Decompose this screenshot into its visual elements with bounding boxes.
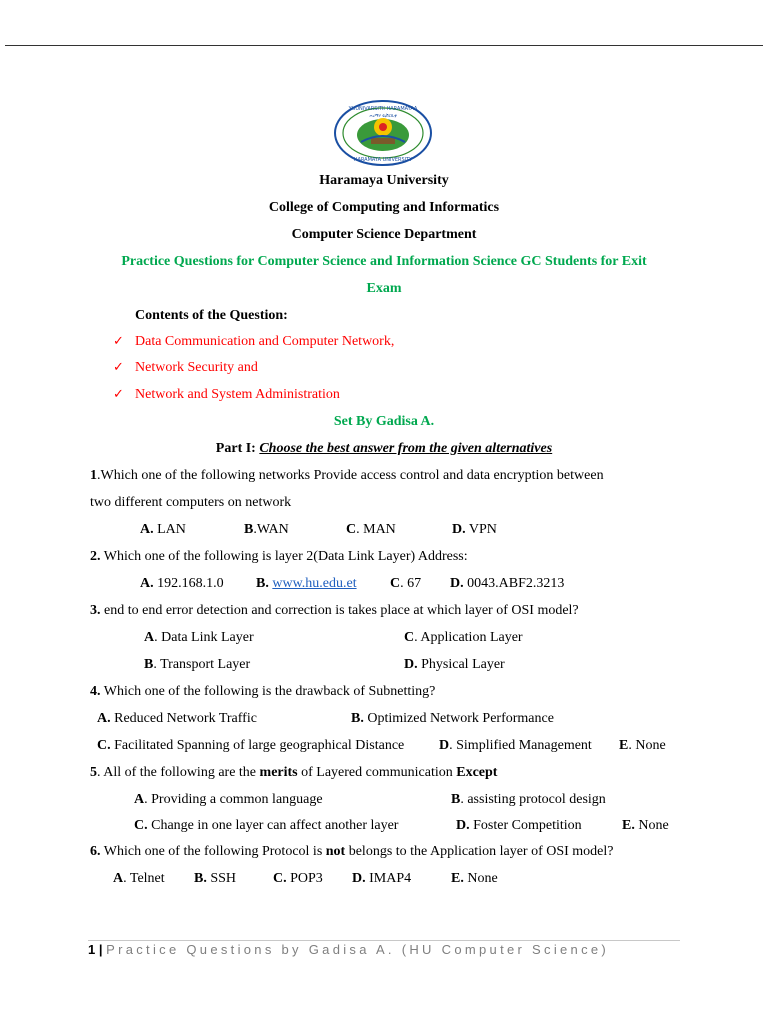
option-e[interactable]: E. None xyxy=(451,871,498,886)
option-b[interactable]: B. assisting protocol design xyxy=(451,792,606,807)
option-d[interactable]: D. VPN xyxy=(452,522,497,537)
option-b[interactable]: B. SSH xyxy=(194,871,237,886)
contents-heading: Contents of the Question: xyxy=(135,308,288,323)
option-b[interactable]: B. Transport Layer xyxy=(144,657,251,672)
checkmark-icon: ✓ xyxy=(113,360,124,375)
option-c[interactable]: C. MAN xyxy=(346,522,396,537)
option-d[interactable]: D. Simplified Management xyxy=(439,738,592,753)
question-2 xyxy=(90,548,468,566)
option-d[interactable]: D. 0043.ABF2.3213 xyxy=(450,576,565,591)
question-number: 1 xyxy=(90,468,97,483)
document-title-line2: Exam xyxy=(366,281,402,296)
part-label: Part I: xyxy=(215,441,256,456)
logo-amharic-text: ሐረማያ ዩኒቨርሲቲ xyxy=(369,113,397,118)
question-text: end to end error detection and correction is takes place at which layer of OSI model? xyxy=(100,603,579,618)
option-c[interactable]: C. Application Layer xyxy=(404,630,523,645)
footer-text: Practice Questions by Gadisa A. (HU Computer Science) xyxy=(106,942,610,957)
option-c[interactable]: C. 67 xyxy=(390,576,422,591)
option-a[interactable]: A. LAN xyxy=(140,522,186,537)
option-b[interactable]: B.WAN xyxy=(244,522,289,537)
question-3 xyxy=(90,602,579,620)
option-e[interactable]: E. None xyxy=(622,818,669,833)
option-c[interactable]: C. POP3 xyxy=(273,871,323,886)
option-a[interactable]: A. 192.168.1.0 xyxy=(140,576,224,591)
option-b[interactable]: B. Optimized Network Performance xyxy=(351,711,554,726)
logo-bottom-text: HARAMAYA UNIVERSITY xyxy=(353,157,413,163)
footer-rule xyxy=(88,940,680,941)
question-text: Which one of the following is the drawback of Subnetting? xyxy=(100,684,436,699)
logo-top-text: YUUNIVARSITII HARAMAYAA xyxy=(348,106,418,112)
question-1: 1.Which one of the following networks Provide access control and data encryption between xyxy=(90,468,604,483)
page-footer: 1 | Practice Questions by Gadisa A. (HU Computer Science) xyxy=(88,942,610,957)
option-a[interactable]: A. Reduced Network Traffic xyxy=(97,711,257,726)
option-a[interactable]: A. Telnet xyxy=(113,871,165,886)
contents-item: Data Communication and Computer Network, xyxy=(135,334,395,349)
university-logo xyxy=(333,100,433,166)
part-instruction: Choose the best answer from the given alternatives xyxy=(259,441,553,456)
option-d[interactable]: D. IMAP4 xyxy=(352,871,412,886)
url-link[interactable]: www.hu.edu.et xyxy=(272,576,357,591)
college-name: College of Computing and Informatics xyxy=(268,200,500,215)
checkmark-icon: ✓ xyxy=(113,387,124,402)
option-a[interactable]: A. Providing a common language xyxy=(134,792,323,807)
question-text: Which one of the following networks Provide access control and data encryption between xyxy=(100,468,604,483)
option-d[interactable]: D. Foster Competition xyxy=(456,818,582,833)
document-title-line1: Practice Questions for Computer Science and Information Science GC Students for Exit xyxy=(121,254,647,269)
part-heading xyxy=(0,440,768,458)
top-rule xyxy=(5,45,763,46)
set-by: Set By Gadisa A. xyxy=(333,414,435,429)
option-d[interactable]: D. Physical Layer xyxy=(404,657,505,672)
question-number: 2. xyxy=(90,549,101,564)
option-a[interactable]: A. Data Link Layer xyxy=(144,630,254,645)
contents-item: Network Security and xyxy=(135,360,258,375)
question-number: 4. xyxy=(90,684,101,699)
option-b[interactable]: B. www.hu.edu.et xyxy=(256,576,357,591)
question-4 xyxy=(90,683,435,701)
university-name: Haramaya University xyxy=(319,173,449,188)
department-name: Computer Science Department xyxy=(291,227,477,242)
checkmark-icon: ✓ xyxy=(113,334,124,349)
question-number: 3. xyxy=(90,603,101,618)
question-text: Which one of the following is layer 2(Data Link Layer) Address: xyxy=(100,549,468,564)
contents-item: Network and System Administration xyxy=(135,387,340,402)
question-number: 6. xyxy=(90,844,101,859)
question-6: 6. Which one of the following Protocol is not belongs to the Application layer of OSI model? xyxy=(90,844,614,859)
question-5: 5. All of the following are the merits of Layered communication Except xyxy=(90,765,498,780)
page-number: 1 xyxy=(88,942,96,957)
option-e[interactable]: E. None xyxy=(619,738,666,753)
question-1-continued: two different computers on network xyxy=(90,495,292,510)
option-c[interactable]: C. Facilitated Spanning of large geographical Distance xyxy=(97,738,405,753)
question-number: 5 xyxy=(90,765,97,780)
option-c[interactable]: C. Change in one layer can affect another layer xyxy=(134,818,399,833)
